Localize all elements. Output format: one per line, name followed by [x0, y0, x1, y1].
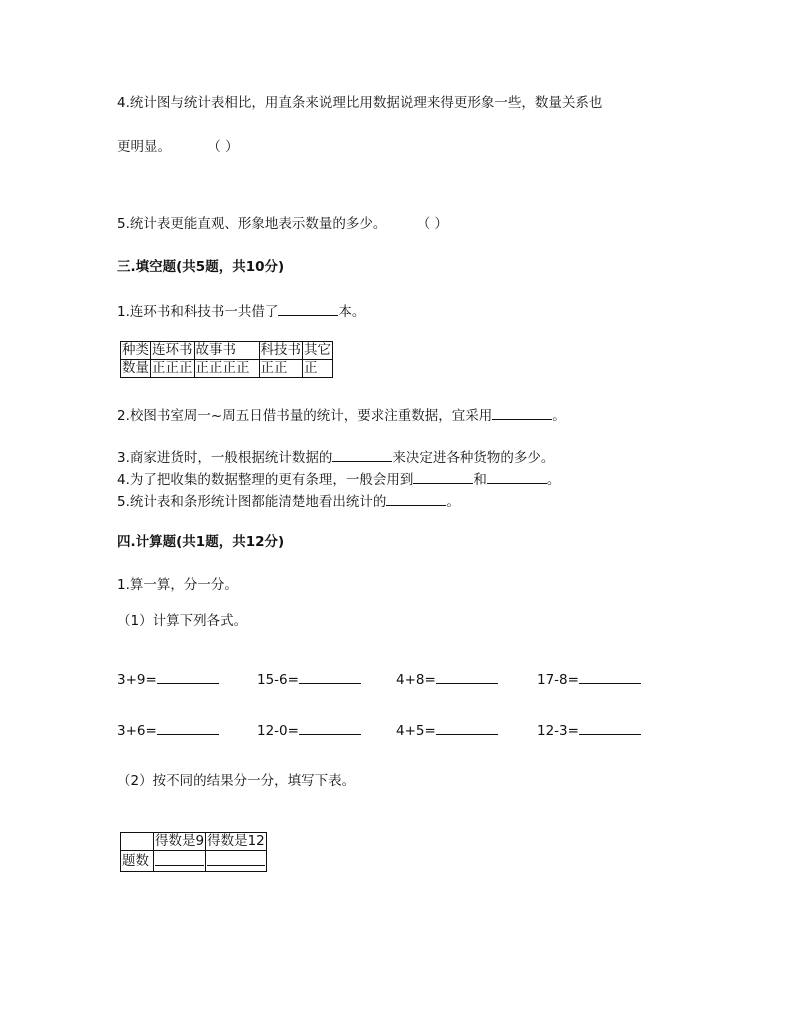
calc-q1: 1.算一算，分一分。 — [117, 577, 238, 593]
fill-q5 — [117, 491, 460, 511]
fill-q2-suffix: 。 — [552, 408, 566, 424]
fill-q3-text: 3.商家进货时，一般根据统计数据的 — [117, 450, 333, 466]
table-header-cell: 得数是9 — [155, 833, 205, 849]
arith-expression: 3+6= — [117, 723, 157, 739]
answer-blank[interactable] — [299, 720, 361, 735]
calc-sub2: （2）按不同的结果分一分，填写下表。 — [117, 773, 356, 789]
table-header-cell: 科技书 — [260, 342, 301, 358]
arith-item — [257, 669, 361, 689]
calc-sub1: （1）计算下列各式。 — [117, 613, 248, 629]
answer-blank[interactable] — [487, 469, 547, 484]
answer-paren[interactable]: （ ） — [207, 139, 239, 155]
table-header-cell: 故事书 — [194, 342, 259, 360]
section-heading-calculation: 四.计算题(共1题，共12分) — [117, 534, 285, 550]
book-stats-table — [120, 341, 333, 378]
judge-q4-line2 — [117, 138, 239, 156]
arith-item — [257, 720, 361, 740]
fill-q3-suffix: 来决定进各种货物的多少。 — [392, 450, 555, 466]
table-corner-cell — [121, 833, 154, 851]
table-row-label: 数量 — [122, 360, 149, 376]
table-cell: 正正 — [259, 360, 303, 378]
fill-q3 — [117, 447, 554, 467]
answer-blank[interactable] — [386, 491, 446, 506]
table-answer-cell[interactable] — [154, 851, 206, 872]
arith-expression: 12-0= — [257, 723, 299, 739]
answer-blank[interactable] — [207, 851, 265, 866]
judge-q5-text: 5.统计表更能直观、形象地表示数量的多少。 — [117, 216, 387, 232]
answer-blank[interactable] — [332, 447, 392, 462]
table-answer-cell[interactable] — [206, 851, 267, 872]
arith-item — [396, 720, 498, 740]
fill-q1 — [117, 301, 365, 321]
arith-expression: 4+5= — [396, 723, 436, 739]
judge-q4-text: 更明显。 — [117, 139, 171, 155]
fill-q1-text: 1.连环书和科技书一共借了 — [117, 304, 279, 320]
answer-blank[interactable] — [157, 720, 219, 735]
table-row — [121, 851, 267, 872]
arith-item — [537, 669, 641, 689]
arith-item — [117, 669, 219, 689]
table-row-label: 题数 — [121, 851, 154, 872]
table-row — [121, 360, 333, 378]
fill-q4-text: 4.为了把收集的数据整理的更有条理，一般会用到 — [117, 472, 414, 488]
answer-blank[interactable] — [413, 469, 473, 484]
fill-q4-and: 和 — [473, 472, 487, 488]
answer-blank[interactable] — [157, 669, 219, 684]
fill-q1-suffix: 本。 — [338, 304, 366, 320]
fill-q2 — [117, 405, 566, 425]
arith-item — [537, 720, 641, 740]
table-header-row — [121, 342, 333, 360]
table-header-cell: 连环书 — [152, 342, 193, 358]
table-header-cell: 种类 — [122, 342, 149, 358]
answer-blank[interactable] — [492, 405, 552, 420]
arith-item — [117, 720, 219, 740]
arith-expression: 4+8= — [396, 672, 436, 688]
table-header-row — [121, 833, 267, 851]
table-header-cell: 其它 — [304, 342, 331, 358]
arith-expression: 17-8= — [537, 672, 579, 688]
arith-item — [396, 669, 498, 689]
table-cell: 正 — [303, 360, 333, 378]
table-header-cell: 得数是12 — [207, 833, 265, 849]
arith-expression: 12-3= — [537, 723, 579, 739]
answer-blank[interactable] — [299, 669, 361, 684]
judge-q5 — [117, 215, 448, 233]
section-heading-fill-blank: 三.填空题(共5题，共10分) — [117, 259, 285, 275]
fill-q4 — [117, 469, 560, 489]
answer-blank[interactable] — [579, 720, 641, 735]
fill-q5-text: 5.统计表和条形统计图都能清楚地看出统计的 — [117, 494, 387, 510]
result-count-table — [120, 832, 267, 872]
answer-blank[interactable] — [436, 669, 498, 684]
answer-blank[interactable] — [278, 301, 338, 316]
fill-q2-text: 2.校图书室周一~周五日借书量的统计，要求注重数据，宜采用 — [117, 408, 493, 424]
table-cell: 正正正正 — [194, 360, 259, 378]
fill-q4-suffix: 。 — [546, 472, 561, 488]
answer-blank[interactable] — [436, 720, 498, 735]
judge-q4-line1: 4.统计图与统计表相比，用直条来说理比用数据说理来得更形象一些，数量关系也 — [117, 95, 603, 111]
arith-expression: 15-6= — [257, 672, 299, 688]
answer-blank[interactable] — [155, 851, 204, 866]
fill-q5-suffix: 。 — [446, 494, 460, 510]
arith-expression: 3+9= — [117, 672, 157, 688]
table-cell: 正正正 — [152, 360, 193, 376]
answer-blank[interactable] — [579, 669, 641, 684]
answer-paren[interactable]: （ ） — [416, 216, 448, 232]
